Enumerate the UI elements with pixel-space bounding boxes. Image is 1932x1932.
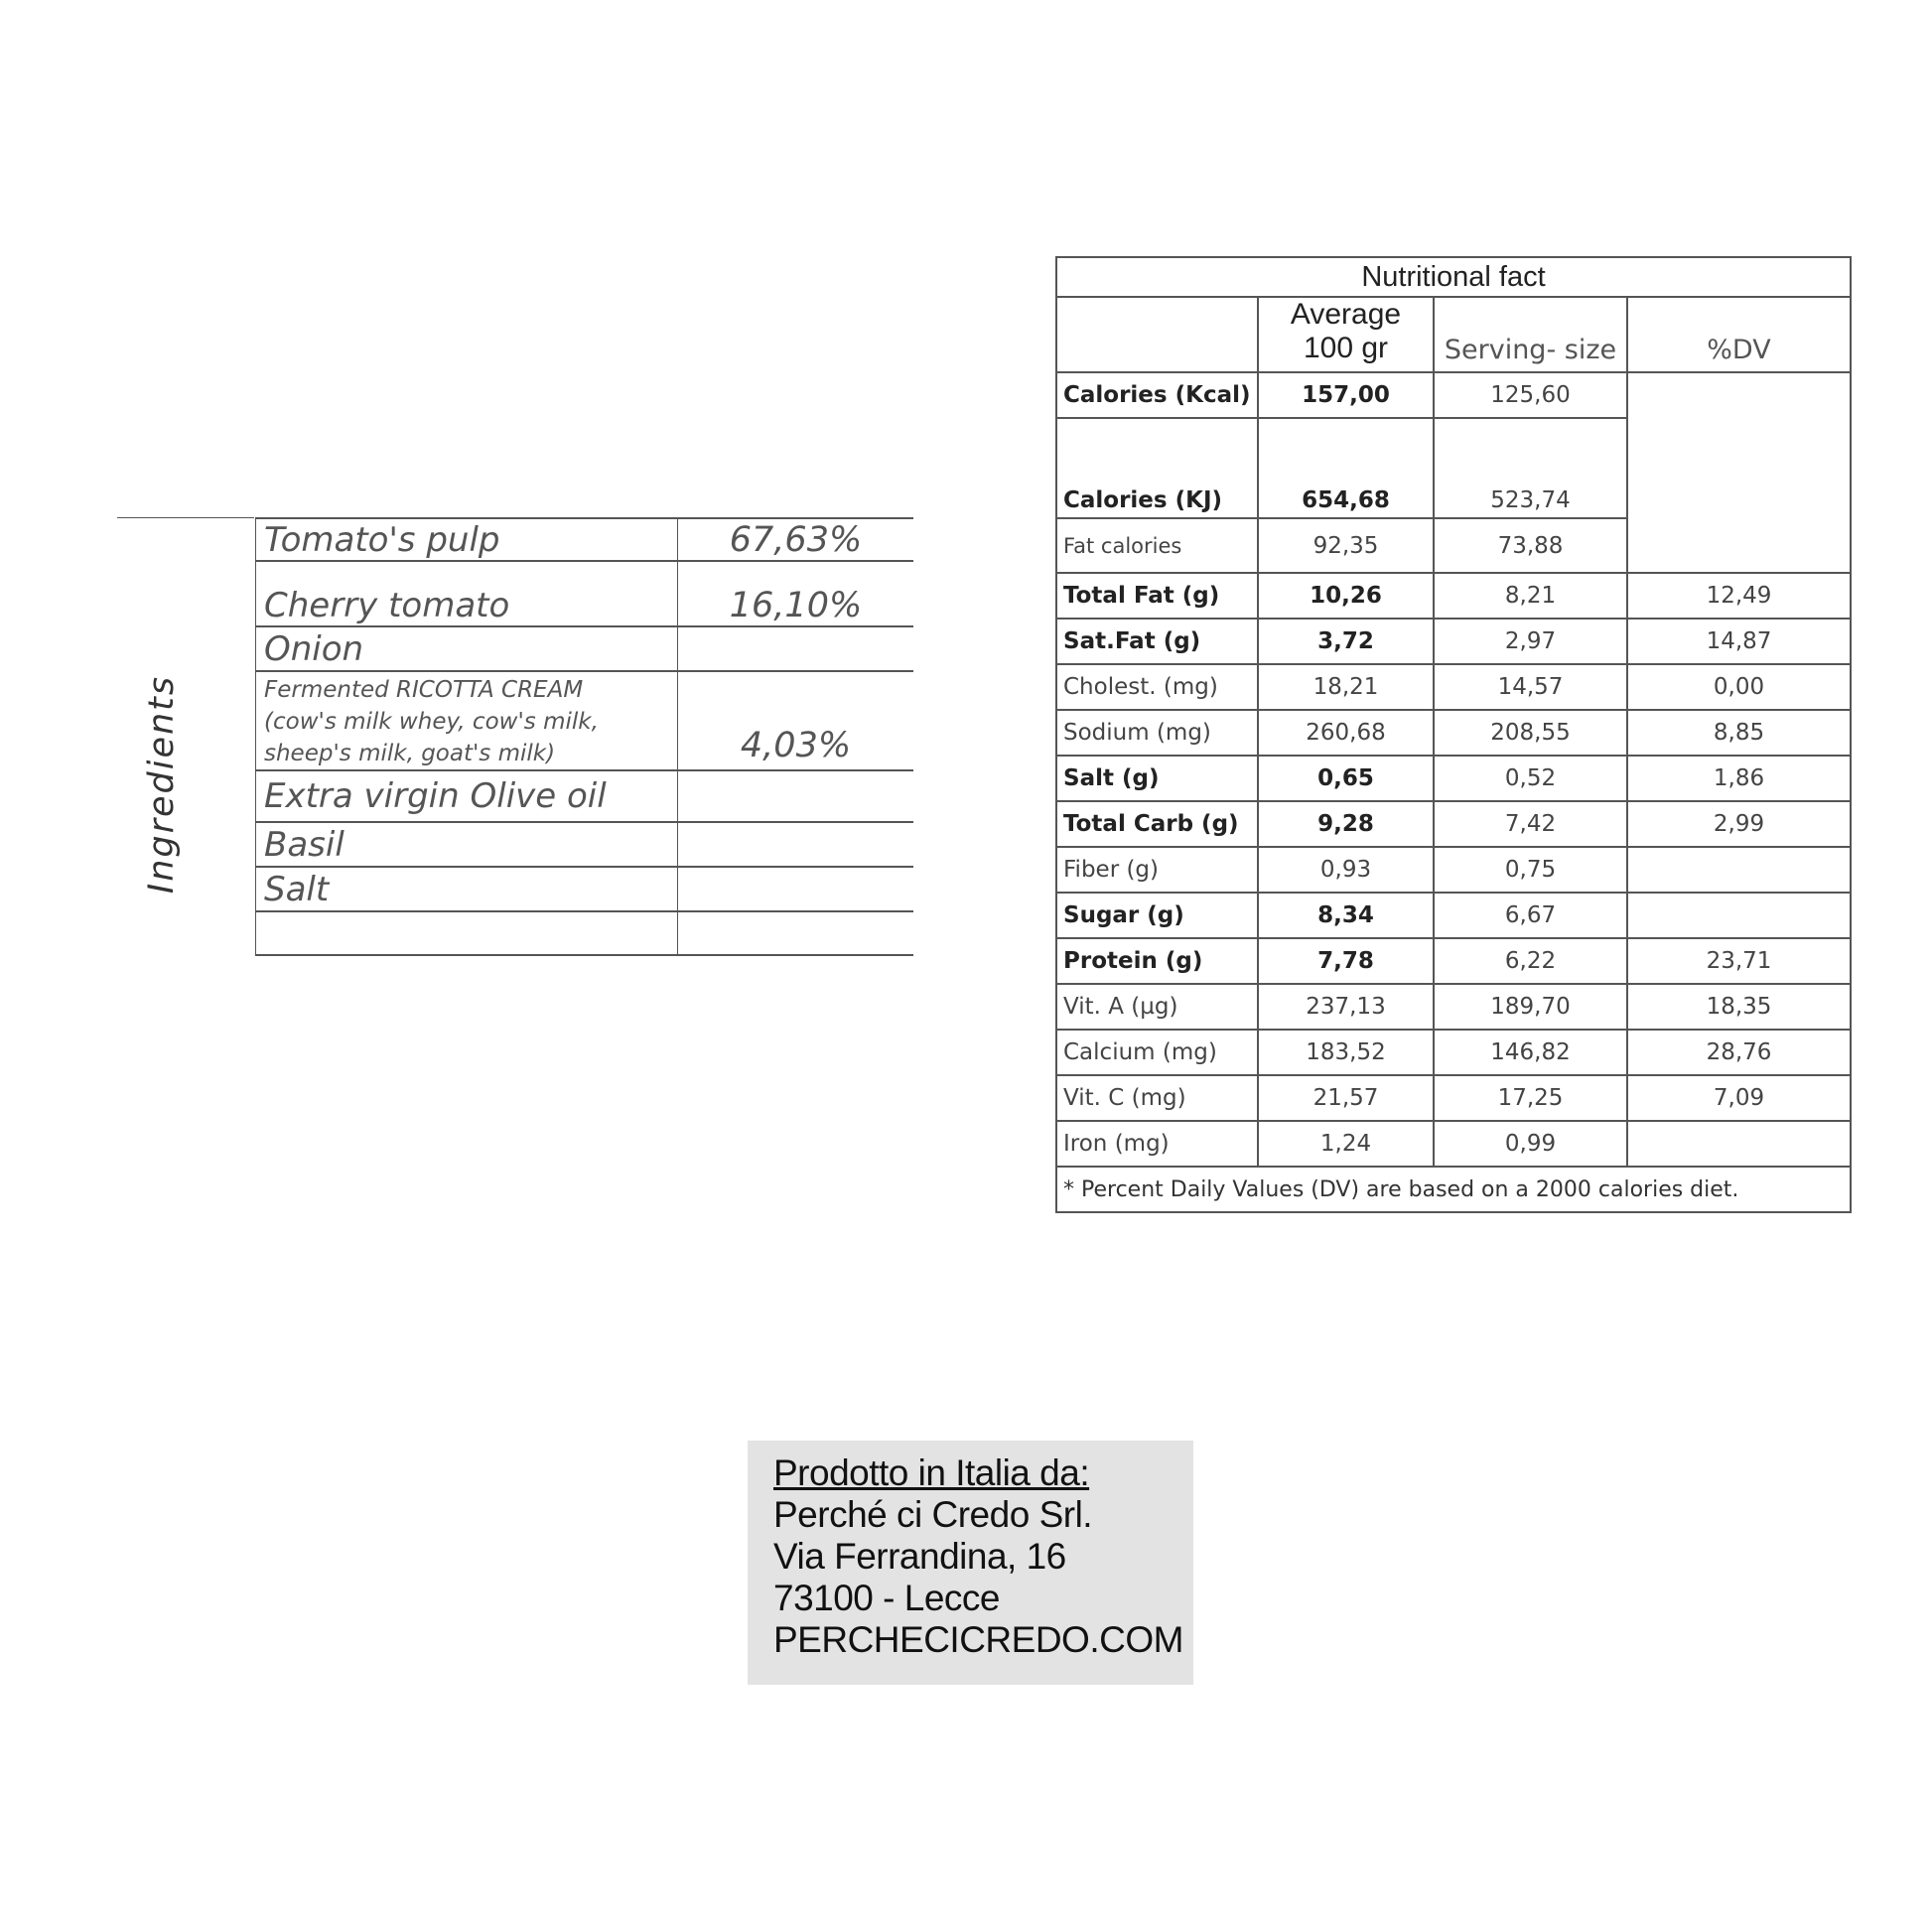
- nutrient-average: 21,57: [1258, 1075, 1434, 1121]
- ingredient-name: Extra virgin Olive oil: [256, 770, 678, 822]
- ingredient-name-multiline: [256, 671, 678, 770]
- ingredient-row: [256, 518, 914, 561]
- nutrient-dv: [1627, 1121, 1851, 1167]
- producer-label: [748, 1441, 1193, 1685]
- nutrition-table: [1055, 256, 1852, 1213]
- nutrient-serving: 6,67: [1434, 893, 1627, 938]
- nutrient-dv: [1627, 893, 1851, 938]
- ingredient-name: Onion: [256, 626, 678, 671]
- ingredient-row: [256, 770, 914, 822]
- nutrient-serving: 2,97: [1434, 619, 1627, 664]
- ingredient-row-empty: [256, 911, 914, 955]
- ingredient-row: [256, 867, 914, 911]
- ingredient-name: Basil: [256, 822, 678, 867]
- producer-heading: Prodotto in Italia da:: [773, 1452, 1090, 1493]
- ingredient-row: [256, 626, 914, 671]
- nutrition-title: Nutritional fact: [1056, 257, 1851, 297]
- nutrient-serving: 73,88: [1434, 518, 1627, 573]
- nutrient-label: Salt (g): [1056, 756, 1258, 801]
- ingredient-name-line: sheep's milk, goat's milk): [264, 741, 556, 766]
- nutrient-dv: 8,85: [1627, 710, 1851, 756]
- ingredient-percent: 16,10%: [678, 561, 914, 626]
- nutrition-row: [1056, 619, 1851, 664]
- ingredient-name: Salt: [256, 867, 678, 911]
- header-dv: %DV: [1627, 297, 1851, 372]
- ingredient-row: [256, 671, 914, 770]
- nutrient-dv: 23,71: [1627, 938, 1851, 984]
- nutrient-average: 0,93: [1258, 847, 1434, 893]
- nutrient-serving: 6,22: [1434, 938, 1627, 984]
- producer-company: Perché ci Credo Srl.: [773, 1494, 1093, 1535]
- nutrition-row: [1056, 664, 1851, 710]
- nutrition-row: [1056, 1075, 1851, 1121]
- nutrient-serving: 125,60: [1434, 372, 1627, 418]
- nutrient-serving: 523,74: [1434, 418, 1627, 518]
- ingredient-name: Cherry tomato: [256, 561, 678, 626]
- nutrition-row: [1056, 573, 1851, 619]
- ingredient-name-line: (cow's milk whey, cow's milk,: [264, 709, 599, 735]
- nutrition-footnote-row: [1056, 1167, 1851, 1212]
- nutrient-label: Total Fat (g): [1056, 573, 1258, 619]
- nutrition-row: [1056, 938, 1851, 984]
- nutrition-title-row: [1056, 257, 1851, 297]
- nutrient-label: Vit. C (mg): [1056, 1075, 1258, 1121]
- ingredients-top-rule: [117, 517, 254, 518]
- nutrient-serving: 7,42: [1434, 801, 1627, 847]
- nutrient-label: Vit. A (µg): [1056, 984, 1258, 1030]
- nutrient-dv-merged: [1627, 372, 1851, 573]
- ingredients-table: [255, 517, 913, 956]
- header-average-line2: 100 gr: [1303, 332, 1389, 364]
- nutrition-row: [1056, 893, 1851, 938]
- nutrient-serving: 0,52: [1434, 756, 1627, 801]
- nutrient-average: 10,26: [1258, 573, 1434, 619]
- nutrition-row: [1056, 756, 1851, 801]
- nutrition-row: [1056, 847, 1851, 893]
- ingredient-name: [256, 911, 678, 955]
- ingredient-percent: [678, 770, 914, 822]
- nutrient-label: Protein (g): [1056, 938, 1258, 984]
- nutrient-dv: 2,99: [1627, 801, 1851, 847]
- nutrient-average: 654,68: [1258, 418, 1434, 518]
- nutrient-average: 7,78: [1258, 938, 1434, 984]
- ingredient-row: [256, 822, 914, 867]
- nutrient-average: 237,13: [1258, 984, 1434, 1030]
- ingredient-name: Tomato's pulp: [256, 518, 678, 561]
- nutrition-row: [1056, 1030, 1851, 1075]
- ingredient-name-line: Fermented RICOTTA CREAM: [264, 677, 584, 703]
- producer-city: 73100 - Lecce: [773, 1578, 1001, 1618]
- nutrient-dv: 18,35: [1627, 984, 1851, 1030]
- ingredient-percent: 4,03%: [678, 671, 914, 770]
- header-serving-size: Serving- size: [1434, 297, 1627, 372]
- ingredient-percent: [678, 626, 914, 671]
- header-average: [1258, 297, 1434, 372]
- producer-street: Via Ferrandina, 16: [773, 1536, 1066, 1577]
- nutrient-serving: 208,55: [1434, 710, 1627, 756]
- nutrient-label: Calories (KJ): [1056, 418, 1258, 518]
- ingredient-percent: 67,63%: [678, 518, 914, 561]
- nutrient-label: Sat.Fat (g): [1056, 619, 1258, 664]
- nutrient-serving: 146,82: [1434, 1030, 1627, 1075]
- ingredient-percent: [678, 822, 914, 867]
- nutrient-average: 8,34: [1258, 893, 1434, 938]
- nutrient-serving: 14,57: [1434, 664, 1627, 710]
- ingredient-percent: [678, 911, 914, 955]
- nutrient-average: 18,21: [1258, 664, 1434, 710]
- nutrient-serving: 0,75: [1434, 847, 1627, 893]
- nutrient-label: Sodium (mg): [1056, 710, 1258, 756]
- nutrient-average: 260,68: [1258, 710, 1434, 756]
- ingredients-side-label: Ingredients: [142, 674, 182, 895]
- nutrient-label: Calcium (mg): [1056, 1030, 1258, 1075]
- header-average-line1: Average: [1290, 298, 1402, 331]
- nutrient-dv: 14,87: [1627, 619, 1851, 664]
- nutrient-dv: [1627, 847, 1851, 893]
- header-empty-cell: [1056, 297, 1258, 372]
- nutrient-label: Cholest. (mg): [1056, 664, 1258, 710]
- nutrient-average: 3,72: [1258, 619, 1434, 664]
- nutrition-row: [1056, 372, 1851, 418]
- nutrient-average: 183,52: [1258, 1030, 1434, 1075]
- nutrient-label: Calories (Kcal): [1056, 372, 1258, 418]
- nutrient-average: 157,00: [1258, 372, 1434, 418]
- nutrient-dv: 0,00: [1627, 664, 1851, 710]
- nutrition-header-row: [1056, 297, 1851, 372]
- nutrition-row: [1056, 710, 1851, 756]
- producer-website: PERCHECICREDO.COM: [773, 1619, 1183, 1660]
- ingredient-percent: [678, 867, 914, 911]
- nutrient-label: Iron (mg): [1056, 1121, 1258, 1167]
- nutrition-row: [1056, 1121, 1851, 1167]
- ingredient-row: [256, 561, 914, 626]
- nutrition-row: [1056, 984, 1851, 1030]
- nutrition-footnote: * Percent Daily Values (DV) are based on a 2000 calories diet.: [1056, 1167, 1851, 1212]
- nutrient-label: Sugar (g): [1056, 893, 1258, 938]
- nutrient-average: 92,35: [1258, 518, 1434, 573]
- nutrient-dv: 7,09: [1627, 1075, 1851, 1121]
- nutrient-serving: 0,99: [1434, 1121, 1627, 1167]
- nutrient-dv: 1,86: [1627, 756, 1851, 801]
- nutrition-row: [1056, 801, 1851, 847]
- nutrient-serving: 189,70: [1434, 984, 1627, 1030]
- nutrient-serving: 17,25: [1434, 1075, 1627, 1121]
- nutrient-average: 1,24: [1258, 1121, 1434, 1167]
- nutrient-label: Fat calories: [1056, 518, 1258, 573]
- nutrient-average: 9,28: [1258, 801, 1434, 847]
- nutrient-dv: 12,49: [1627, 573, 1851, 619]
- nutrient-serving: 8,21: [1434, 573, 1627, 619]
- nutrient-dv: 28,76: [1627, 1030, 1851, 1075]
- nutrient-average: 0,65: [1258, 756, 1434, 801]
- nutrient-label: Total Carb (g): [1056, 801, 1258, 847]
- nutrient-label: Fiber (g): [1056, 847, 1258, 893]
